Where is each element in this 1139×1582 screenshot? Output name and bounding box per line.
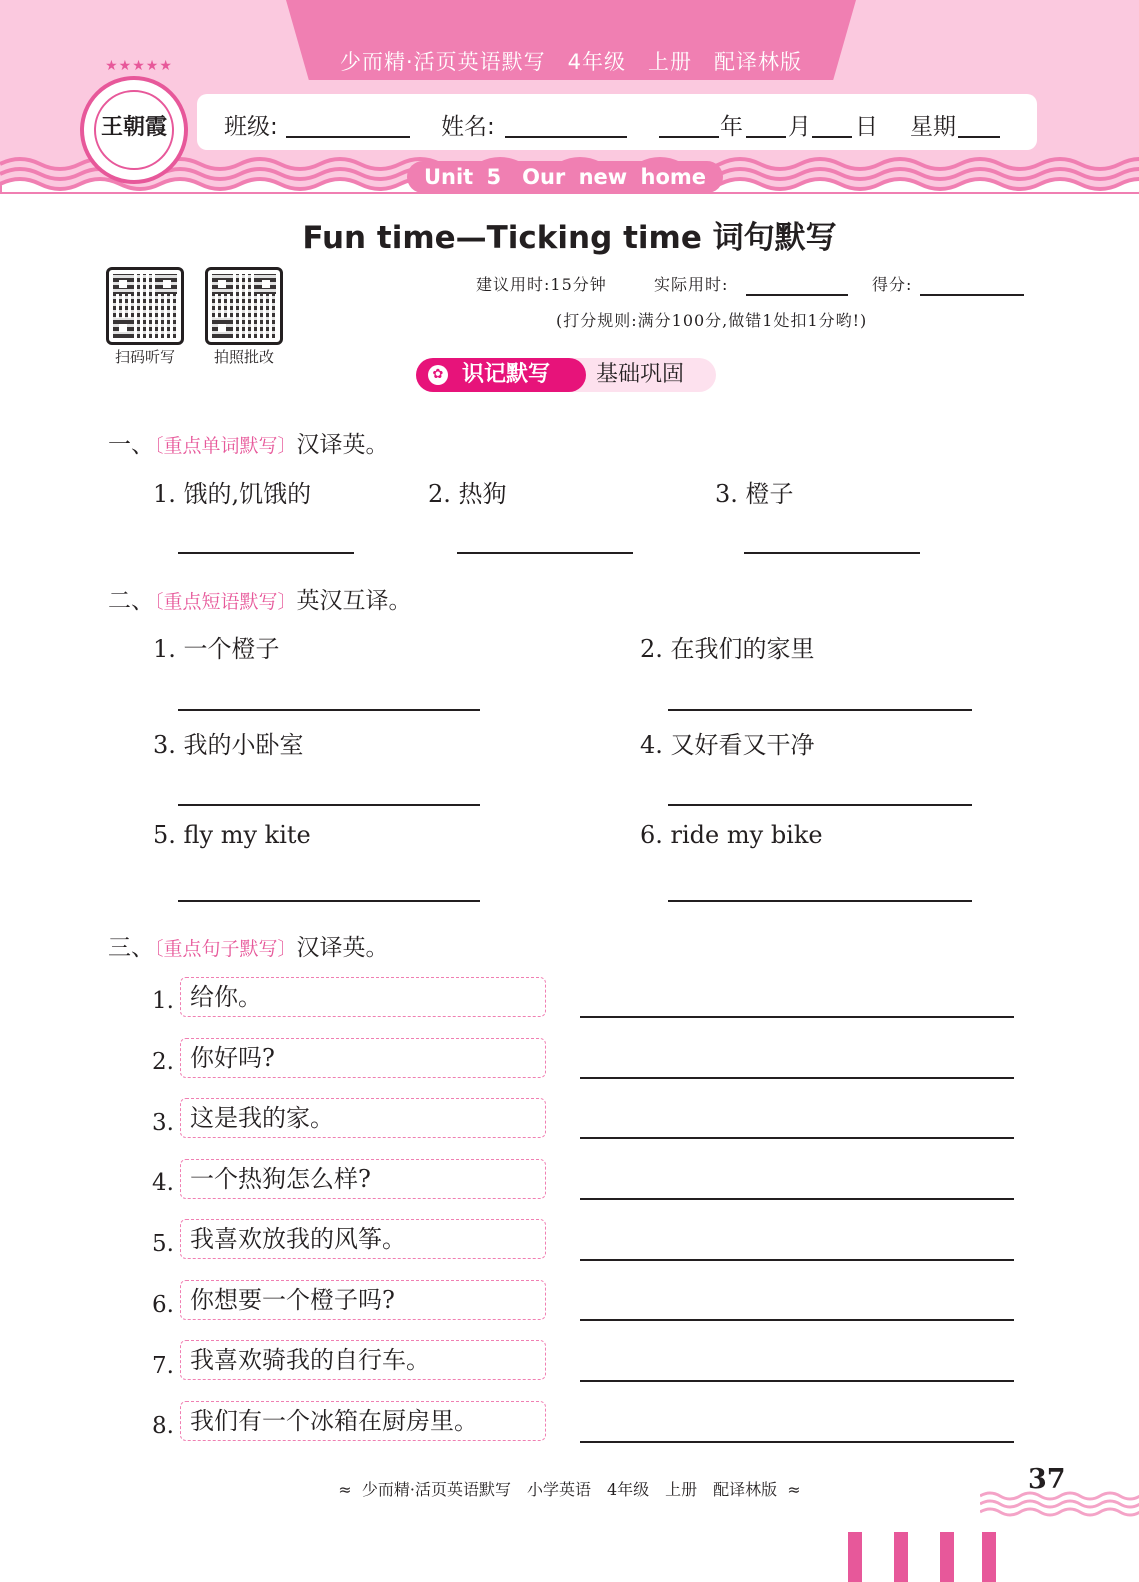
class-label: 班级: [224, 114, 278, 140]
score-field[interactable] [920, 294, 1024, 296]
answer-line[interactable] [178, 804, 480, 806]
phrase-item-2: 2. 在我们的家里 [640, 635, 815, 663]
sentence-number: 5. [152, 1231, 174, 1257]
sentence-number: 7. [152, 1353, 174, 1379]
sentence-box: 你好吗? [180, 1038, 546, 1078]
section-3-heading: 三、〔重点句子默写〕汉译英。 [108, 935, 389, 961]
answer-line[interactable] [580, 1077, 1014, 1079]
sentence-number: 6. [152, 1292, 174, 1318]
sentence-box: 我喜欢骑我的自行车。 [180, 1340, 546, 1380]
footer-series: ≈ 少而精·活页英语默写 小学英语 4年级 上册 配译林版 ≈ [338, 1480, 801, 1499]
sentence-box: 给你。 [180, 977, 546, 1017]
phrase-item-5: 5. fly my kite [153, 821, 311, 849]
answer-line[interactable] [580, 1137, 1014, 1139]
qr-code-listen-icon[interactable] [106, 267, 184, 345]
phrase-item-3: 3. 我的小卧室 [153, 731, 304, 759]
answer-line[interactable] [457, 552, 633, 554]
badge-foundation: 基础巩固 [596, 362, 685, 387]
day-label: 日 [855, 114, 878, 140]
footer-wave-decoration [980, 1488, 1139, 1518]
answer-line[interactable] [744, 552, 920, 554]
sentence-box: 这是我的家。 [180, 1098, 546, 1138]
logo-text: 王朝霞 [100, 114, 167, 140]
section-1-heading: 一、〔重点单词默写〕汉译英。 [108, 432, 389, 458]
answer-line[interactable] [580, 1016, 1014, 1018]
word-item-2: 2. 热狗 [428, 480, 507, 508]
logo-stars-icon: ★★★★★ [105, 58, 173, 74]
sentence-box: 你想要一个橙子吗? [180, 1280, 546, 1320]
sentence-number: 2. [152, 1049, 174, 1075]
page-title: Fun time—Ticking time 词句默写 [302, 220, 837, 256]
answer-line[interactable] [668, 804, 972, 806]
weekday-label: 星期 [910, 114, 956, 140]
page-number: 37 [1028, 1464, 1066, 1495]
word-item-3: 3. 橙子 [715, 480, 794, 508]
answer-line[interactable] [580, 1319, 1014, 1321]
sentence-box: 一个热狗怎么样? [180, 1159, 546, 1199]
sentence-number: 8. [152, 1413, 174, 1439]
sentence-number: 3. [152, 1110, 174, 1136]
sentence-box: 我喜欢放我的风筝。 [180, 1219, 546, 1259]
month-field[interactable] [746, 136, 786, 138]
qr-label-listen: 扫码听写 [114, 348, 175, 366]
scoring-rule: (打分规则:满分100分,做错1处扣1分哟!) [556, 311, 868, 330]
phrase-item-4: 4. 又好看又干净 [640, 731, 815, 759]
qr-label-grade: 拍照批改 [213, 348, 274, 366]
answer-line[interactable] [580, 1259, 1014, 1261]
phrase-item-1: 1. 一个橙子 [153, 635, 280, 663]
answer-line[interactable] [178, 709, 480, 711]
weekday-field[interactable] [958, 136, 1000, 138]
name-label: 姓名: [441, 114, 495, 140]
sentence-number: 4. [152, 1170, 174, 1196]
answer-line[interactable] [580, 1380, 1014, 1382]
year-label: 年 [720, 114, 743, 140]
unit-title: Unit 5 Our new home [407, 161, 723, 193]
name-field[interactable] [505, 136, 627, 138]
score-label: 得分: [872, 275, 913, 294]
badge-memorize: 识记默写 [416, 358, 586, 392]
answer-line[interactable] [668, 709, 972, 711]
phrase-item-6: 6. ride my bike [640, 821, 823, 849]
answer-line[interactable] [178, 552, 354, 554]
answer-line[interactable] [668, 900, 972, 902]
brand-logo [80, 58, 188, 184]
answer-line[interactable] [178, 900, 480, 902]
year-field[interactable] [659, 136, 719, 138]
day-field[interactable] [812, 136, 852, 138]
actual-time-label: 实际用时: [654, 275, 729, 294]
word-item-1: 1. 饿的,饥饿的 [153, 480, 312, 508]
actual-time-field[interactable] [746, 294, 848, 296]
class-field[interactable] [286, 136, 410, 138]
series-title: 少而精·活页英语默写 4年级 上册 配译林版 [339, 50, 803, 74]
section-2-heading: 二、〔重点短语默写〕英汉互译。 [108, 588, 412, 614]
answer-line[interactable] [580, 1198, 1014, 1200]
month-label: 月 [788, 114, 811, 140]
sentence-box: 我们有一个冰箱在厨房里。 [180, 1401, 546, 1441]
suggested-time: 建议用时:15分钟 [476, 275, 607, 294]
sentence-number: 1. [152, 988, 174, 1014]
answer-line[interactable] [580, 1441, 1014, 1443]
qr-code-grade-icon[interactable] [205, 267, 283, 345]
medal-icon: ✿ [428, 365, 448, 385]
